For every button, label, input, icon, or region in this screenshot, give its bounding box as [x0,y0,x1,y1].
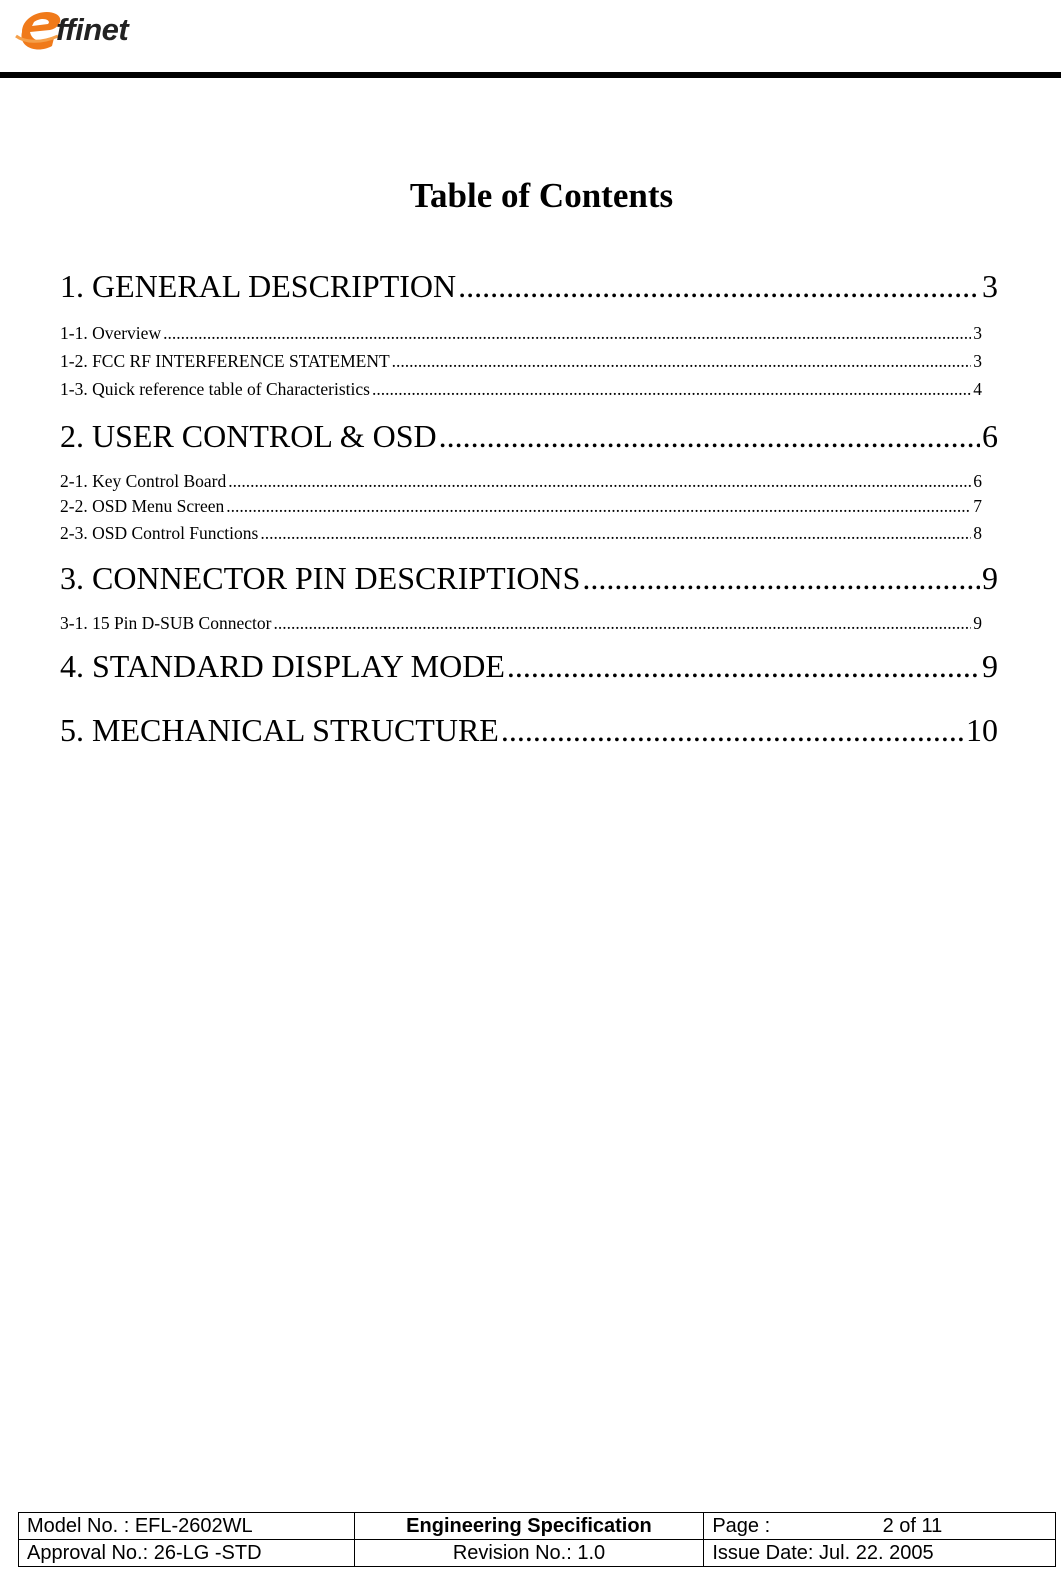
toc-entry-page: 10 [966,712,998,748]
toc-entry-2-1[interactable] [60,471,982,492]
toc-leader-dots [507,648,980,685]
toc-leader-dots [439,418,980,455]
toc-leader-dots [392,351,972,372]
toc-entry-page: 7 [973,496,982,516]
toc-leader-dots [260,523,971,544]
toc-entry-2[interactable] [60,418,998,455]
toc-entry-label: 5. MECHANICAL STRUCTURE [60,712,499,748]
model-number: Model No. : EFL-2602WL [19,1513,355,1540]
toc-entry-page: 9 [973,613,982,633]
footer-row [19,1540,1056,1567]
toc-leader-dots [458,268,980,305]
toc-entry-1-2[interactable] [60,351,982,372]
toc-leader-dots [372,379,971,400]
toc-entry-page: 8 [973,523,982,543]
logo-wordmark: ffinet [56,12,129,47]
toc-entry-3-1[interactable] [60,613,982,634]
toc-entry-1-1[interactable] [60,323,982,344]
toc-entry-3[interactable] [60,560,998,597]
toc-leader-dots [163,323,971,344]
toc-entry-label: 3-1. 15 Pin D-SUB Connector [60,613,272,633]
toc-entry-2-2[interactable] [60,496,982,517]
page-indicator [704,1513,1056,1540]
toc-leader-dots [226,496,971,517]
toc-entry-page: 9 [982,648,998,684]
toc-entry-label: 1. GENERAL DESCRIPTION [60,268,457,304]
toc-entry-1[interactable] [60,268,998,305]
toc-entry-label: 4. STANDARD DISPLAY MODE [60,648,505,684]
toc-entry-label: 1-1. Overview [60,323,162,343]
revision-number: Revision No.: 1.0 [354,1540,704,1567]
toc-entry-page: 6 [973,471,982,491]
toc-entry-label: 2. USER CONTROL & OSD [60,418,437,454]
toc-entry-page: 6 [982,418,998,454]
toc-entry-label: 1-3. Quick reference table of Characteristics [60,379,370,399]
page-value: 2 of 11 [882,1514,943,1537]
footer-info-table [18,1512,1056,1567]
header-rule [0,72,1061,78]
approval-number: Approval No.: 26-LG -STD [19,1540,355,1567]
toc-entry-4[interactable] [60,648,998,685]
toc-entry-label: 2-1. Key Control Board [60,471,227,491]
document-type: Engineering Specification [354,1513,704,1540]
effinet-logo [12,2,182,58]
toc-leader-dots [273,613,971,634]
toc-leader-dots [501,712,964,749]
toc-entry-label: 2-2. OSD Menu Screen [60,496,225,516]
toc-entry-label: 2-3. OSD Control Functions [60,523,259,543]
toc-title: Table of Contents [409,176,674,215]
toc-entry-label: 3. CONNECTOR PIN DESCRIPTIONS [60,560,581,596]
toc-entry-page: 3 [982,268,998,304]
toc-leader-dots [582,560,980,597]
page-label: Page : [712,1514,771,1537]
issue-date: Issue Date: Jul. 22. 2005 [704,1540,1056,1567]
toc-entry-page: 4 [973,379,982,399]
toc-entry-2-3[interactable] [60,523,982,544]
toc-entry-page: 9 [982,560,998,596]
footer-row [19,1513,1056,1540]
toc-entry-page: 3 [973,323,982,343]
toc-entry-label: 1-2. FCC RF INTERFERENCE STATEMENT [60,351,390,371]
toc-entry-1-3[interactable] [60,379,982,400]
toc-entry-page: 3 [973,351,982,371]
toc-leader-dots [228,471,971,492]
toc-entry-5[interactable] [60,712,998,749]
